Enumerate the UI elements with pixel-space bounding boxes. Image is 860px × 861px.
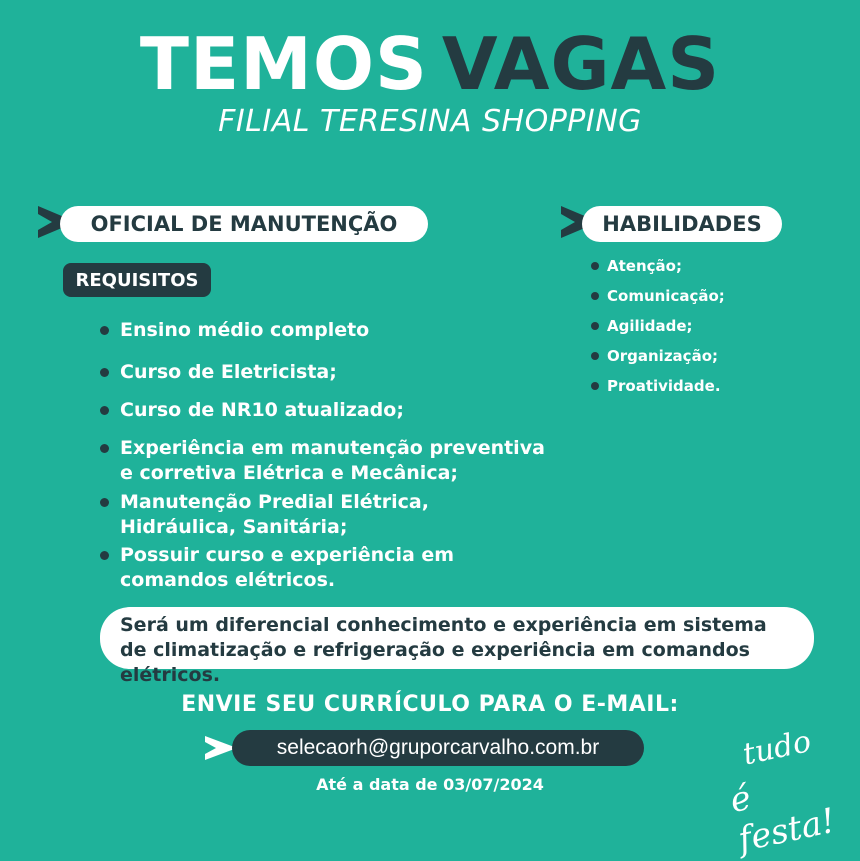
bullet-icon [591,262,599,270]
requirement-text: Curso de Eletricista; [120,361,337,383]
skill-item [591,346,718,366]
skill-text: Comunicação; [607,287,725,305]
skill-text: Atenção; [607,257,682,275]
skill-item [591,256,682,276]
requirement-item [100,398,580,423]
deadline-text: Até a data de 03/07/2024 [316,775,544,794]
logo-line2: é festa! [726,777,839,861]
page-title [0,22,860,106]
bullet-icon [100,444,109,453]
title-vagas: VAGAS [441,22,721,106]
bullet-icon [100,326,109,335]
bullet-icon [100,551,109,560]
bullet-icon [591,382,599,390]
differential-box: Será um diferencial conhecimento e experiência em sistema de climatização e refrigeração e experiência em comandos elétricos. [100,607,814,669]
requirement-text: Ensino médio completo [120,319,370,341]
email-address[interactable]: selecaorh@gruporcarvalho.com.br [232,730,644,766]
requirement-item [100,360,580,385]
bullet-icon [100,406,109,415]
requirement-text: Manutenção Predial Elétrica, Hidráulica, Sanitária; [120,491,429,538]
requirement-item [100,543,460,593]
requirement-text: Experiência em manutenção preventiva e corretiva Elétrica e Mecânica; [120,437,545,484]
skill-item [591,286,725,306]
bullet-icon [100,498,109,507]
brand-logo [714,717,854,861]
bullet-icon [591,322,599,330]
cta-heading: ENVIE SEU CURRÍCULO PARA O E-MAIL: [181,692,679,717]
page-subtitle: FILIAL TERESINA SHOPPING [218,104,642,139]
logo-line1: tudo [739,723,815,773]
requirement-text: Curso de NR10 atualizado; [120,399,404,421]
bullet-icon [591,352,599,360]
requirement-item [100,318,580,343]
title-temos: TEMOS [139,22,428,106]
skill-text: Agilidade; [607,317,693,335]
skill-text: Organização; [607,347,718,365]
requirement-item [100,490,550,540]
skill-text: Proatividade. [607,377,721,395]
requirement-text: Possuir curso e experiência em comandos elétricos. [120,544,455,591]
job-title-badge: OFICIAL DE MANUTENÇÃO [60,206,428,242]
skill-item [591,376,721,396]
skill-item [591,316,693,336]
requirement-item [100,436,550,486]
bullet-icon [591,292,599,300]
bullet-icon [100,368,109,377]
skills-title-badge: HABILIDADES [582,206,782,242]
requirements-label: REQUISITOS [63,263,211,297]
